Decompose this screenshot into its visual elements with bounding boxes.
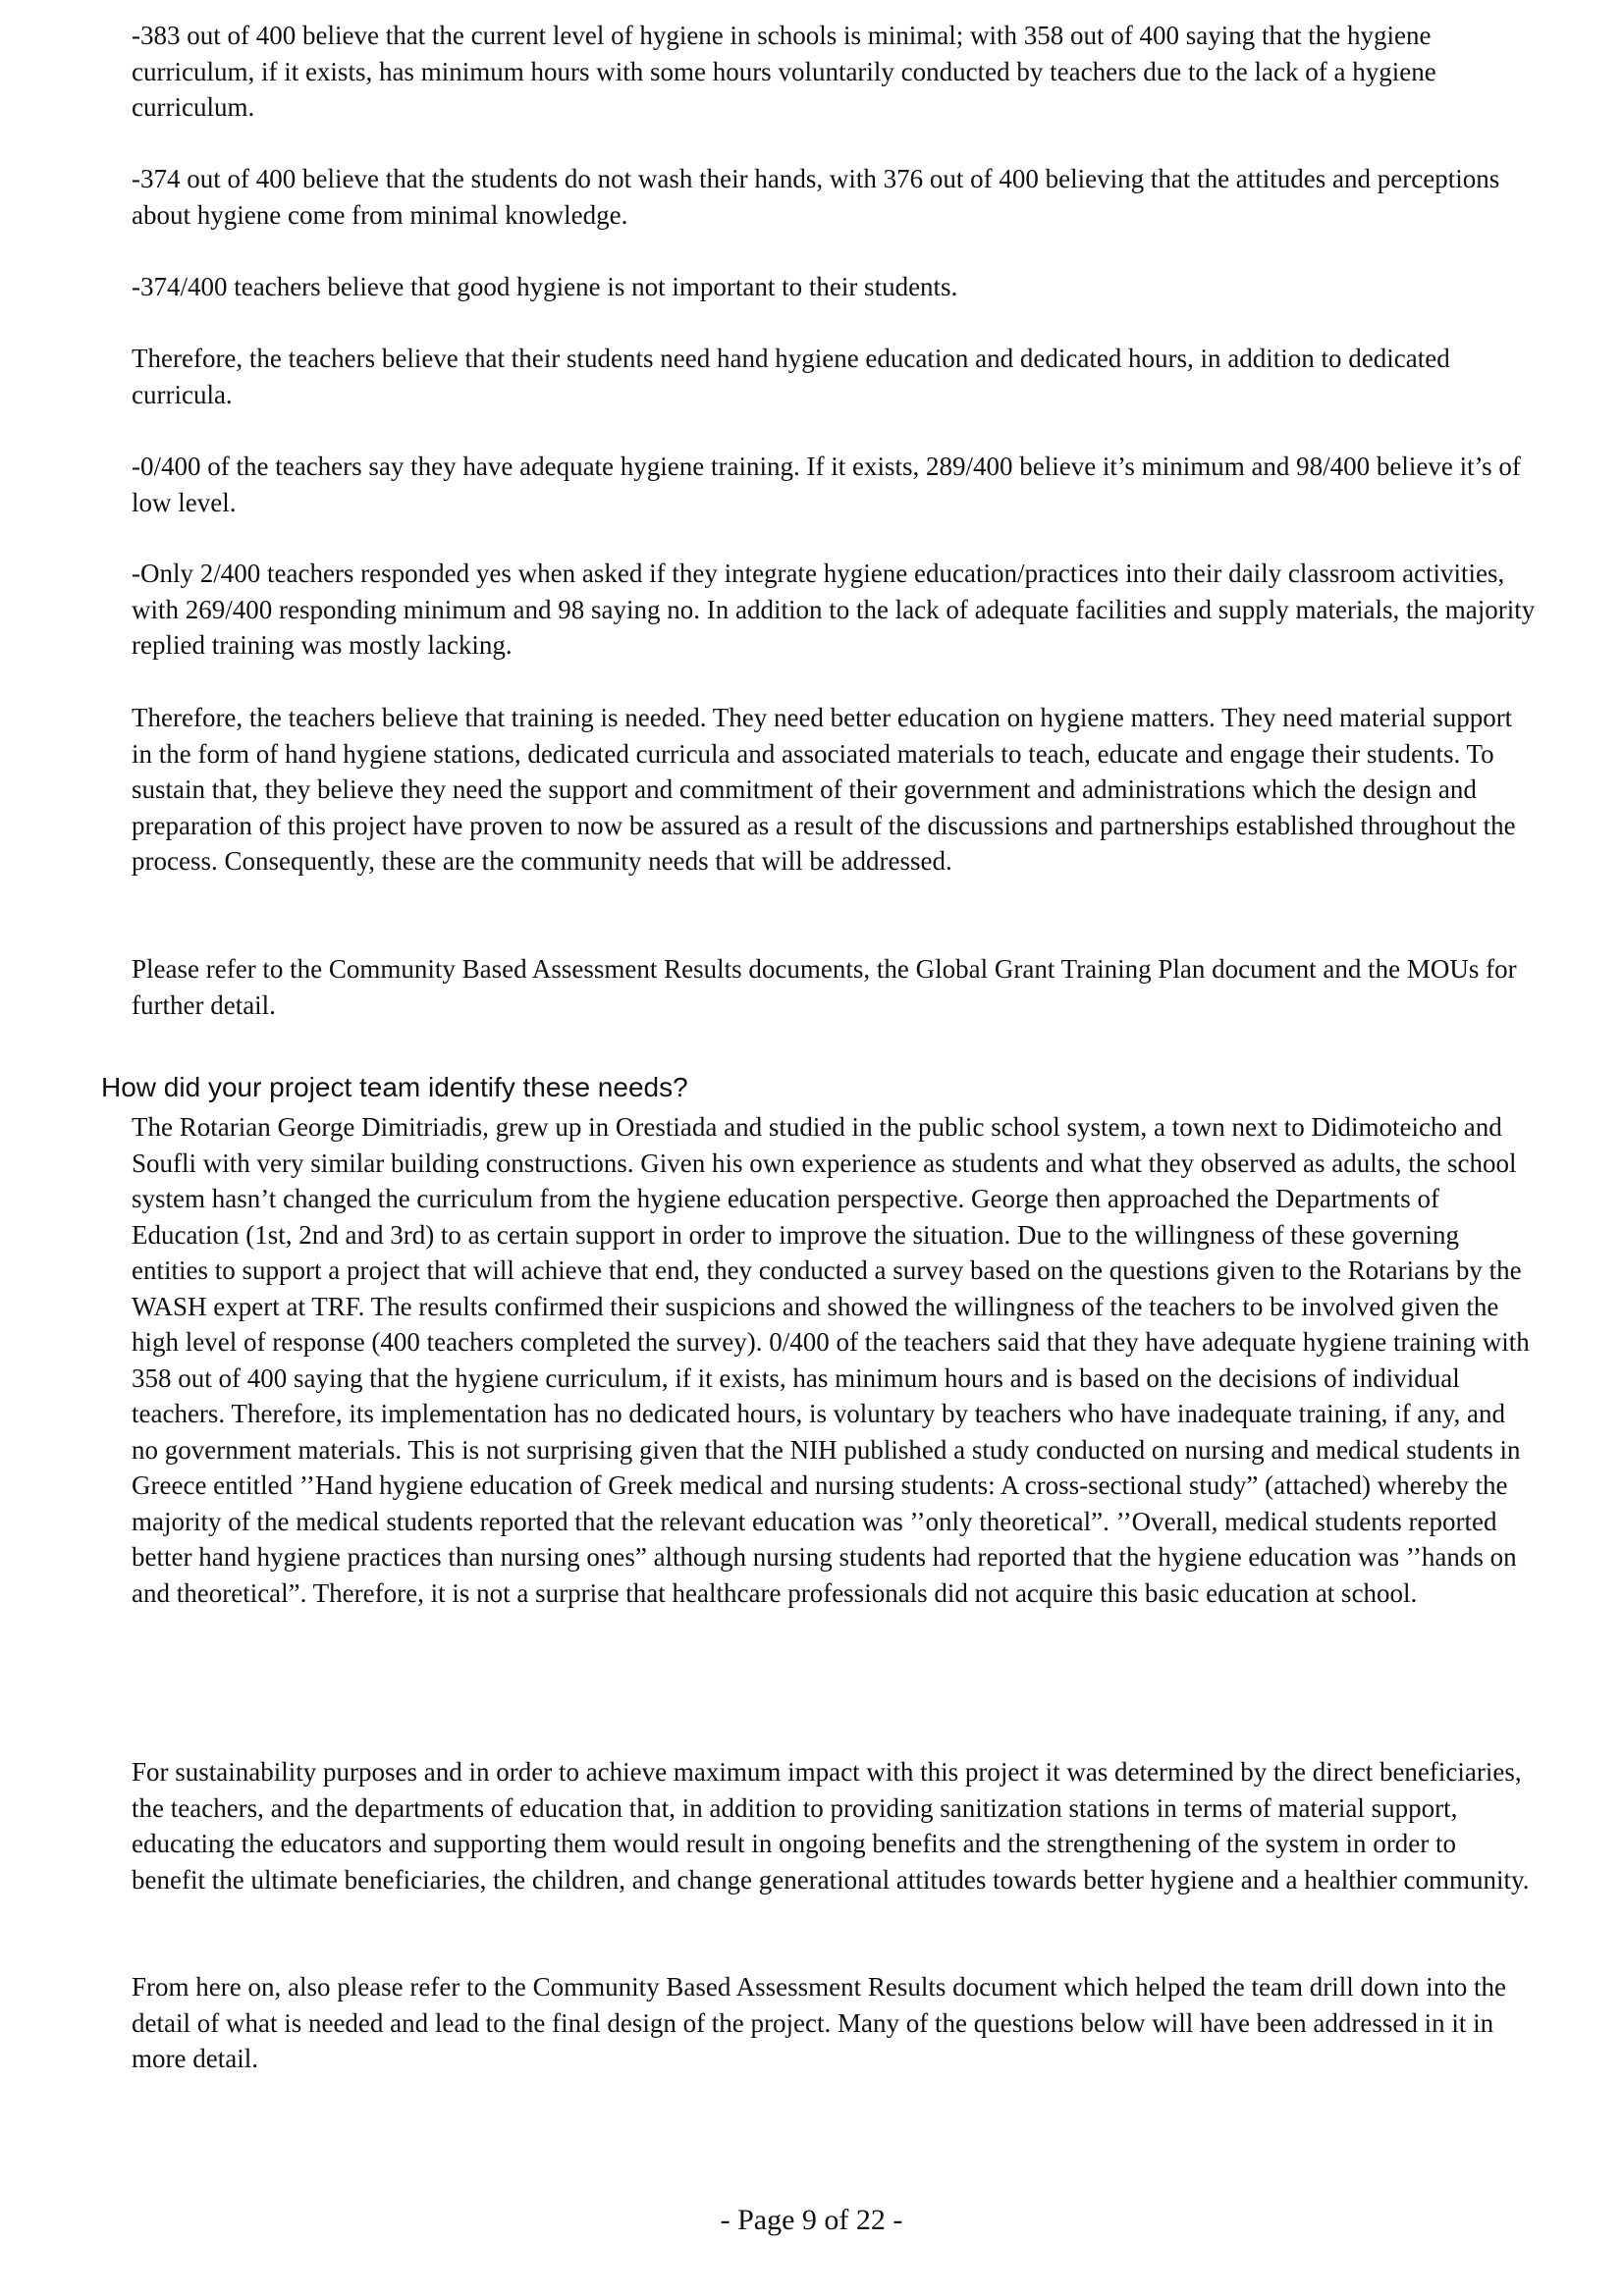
paragraph-classroom-integration: -Only 2/400 teachers responded yes when asked if they integrate hygiene education/practices into their daily classroom activities, with 269/400 responding minimum and 98 saying no. In addition to the lack of adequate facilities and supply materials, the majority replied training was mostly lacking. xyxy=(132,559,1536,660)
paragraph-hygiene-level: -383 out of 400 believe that the current level of hygiene in schools is minimal; with 358 out of 400 saying that the hygiene curriculum, if it exists, has minimum hours with some hours voluntarily conducted by teachers due to the lack of a hygiene curriculum. xyxy=(132,21,1436,122)
paragraph-importance: -374/400 teachers believe that good hygiene is not important to their students. xyxy=(132,272,958,301)
section-heading: How did your project team identify these needs? xyxy=(101,1072,688,1102)
paragraph-answer-refer: From here on, also please refer to the Community Based Assessment Results document which helped the team drill down into the detail of what is needed and lead to the final design of the project. Many of the questions below will have been addressed in it in more detail. xyxy=(132,1972,1506,2073)
paragraph-refer-documents: Please refer to the Community Based Assessment Results documents, the Global Grant Training Plan document and the MOUs for further detail. xyxy=(132,954,1517,1020)
paragraph-handwashing: -374 out of 400 believe that the students do not wash their hands, with 376 out of 400 believing that the attitudes and perceptions about hygiene come from minimal knowledge. xyxy=(132,164,1500,230)
paragraph-answer-survey: The Rotarian George Dimitriadis, grew up in Orestiada and studied in the public school system, a town next to Didimoteicho and Soufli with very similar building constructions. Given his own experience as students and what they observed as adults, the school system hasn’t changed the curriculum from the hygiene education perspective. George then approached the Departments of Education (1st, 2nd and 3rd) to as certain support in order to improve the situation. Due to the willingness of these governing entities to support a project that will achieve that end, they conducted a survey based on the questions given to the Rotarians by the WASH expert at TRF. The results confirmed their suspicions and showed the willingness of the teachers to be involved given the high level of response (400 teachers completed the survey). 0/400 of the teachers said that they have adequate hygiene training with 358 out of 400 saying that the hygiene curriculum, if it exists, has minimum hours and is based on the decisions of individual teachers. Therefore, its implementation has no dedicated hours, is voluntary by teachers who have inadequate training, if any, and no government materials. This is not surprising given that the NIH published a study conducted on nursing and medical students in Greece entitled ’’Hand hygiene education of Greek medical and nursing students: A cross-sectional study” (attached) whereby the majority of the medical students reported that the relevant education was ’’only theoretical”. ’’Overall, medical students reported better hand hygiene practices than nursing ones” although nursing students had reported that the hygiene education was ’’hands on and theoretical”. Therefore, it is not a surprise that healthcare professionals did not acquire this basic education at school. xyxy=(132,1112,1530,1608)
paragraph-answer-sustainability: For sustainability purposes and in order to achieve maximum impact with this project it was determined by the direct beneficiaries, the teachers, and the departments of education that, in addition to providing sanitization stations in terms of material support, educating the educators and supporting them would result in ongoing benefits and the strengthening of the system in order to benefit the ultimate beneficiaries, the children, and change generational attitudes towards better hygiene and a healthier community. xyxy=(132,1757,1530,1895)
paragraph-education-need: Therefore, the teachers believe that their students need hand hygiene education and dedicated hours, in addition to dedicated curricula. xyxy=(132,344,1450,409)
page-number: - Page 9 of 22 - xyxy=(720,2204,903,2236)
paragraph-training: -0/400 of the teachers say they have adequate hygiene training. If it exists, 289/400 believe it’s minimum and 98/400 believe it’s of low level. xyxy=(132,452,1521,517)
paragraph-training-needed: Therefore, the teachers believe that training is needed. They need better education on hygiene matters. They need material support in the form of hand hygiene stations, dedicated curricula and associated materials to teach, educate and engage their students. To sustain that, they believe they need the support and commitment of their government and administrations which the design and preparation of this project have proven to now be assured as a result of the discussions and partnerships established throughout the process. Consequently, these are the community needs that will be addressed. xyxy=(132,703,1516,876)
